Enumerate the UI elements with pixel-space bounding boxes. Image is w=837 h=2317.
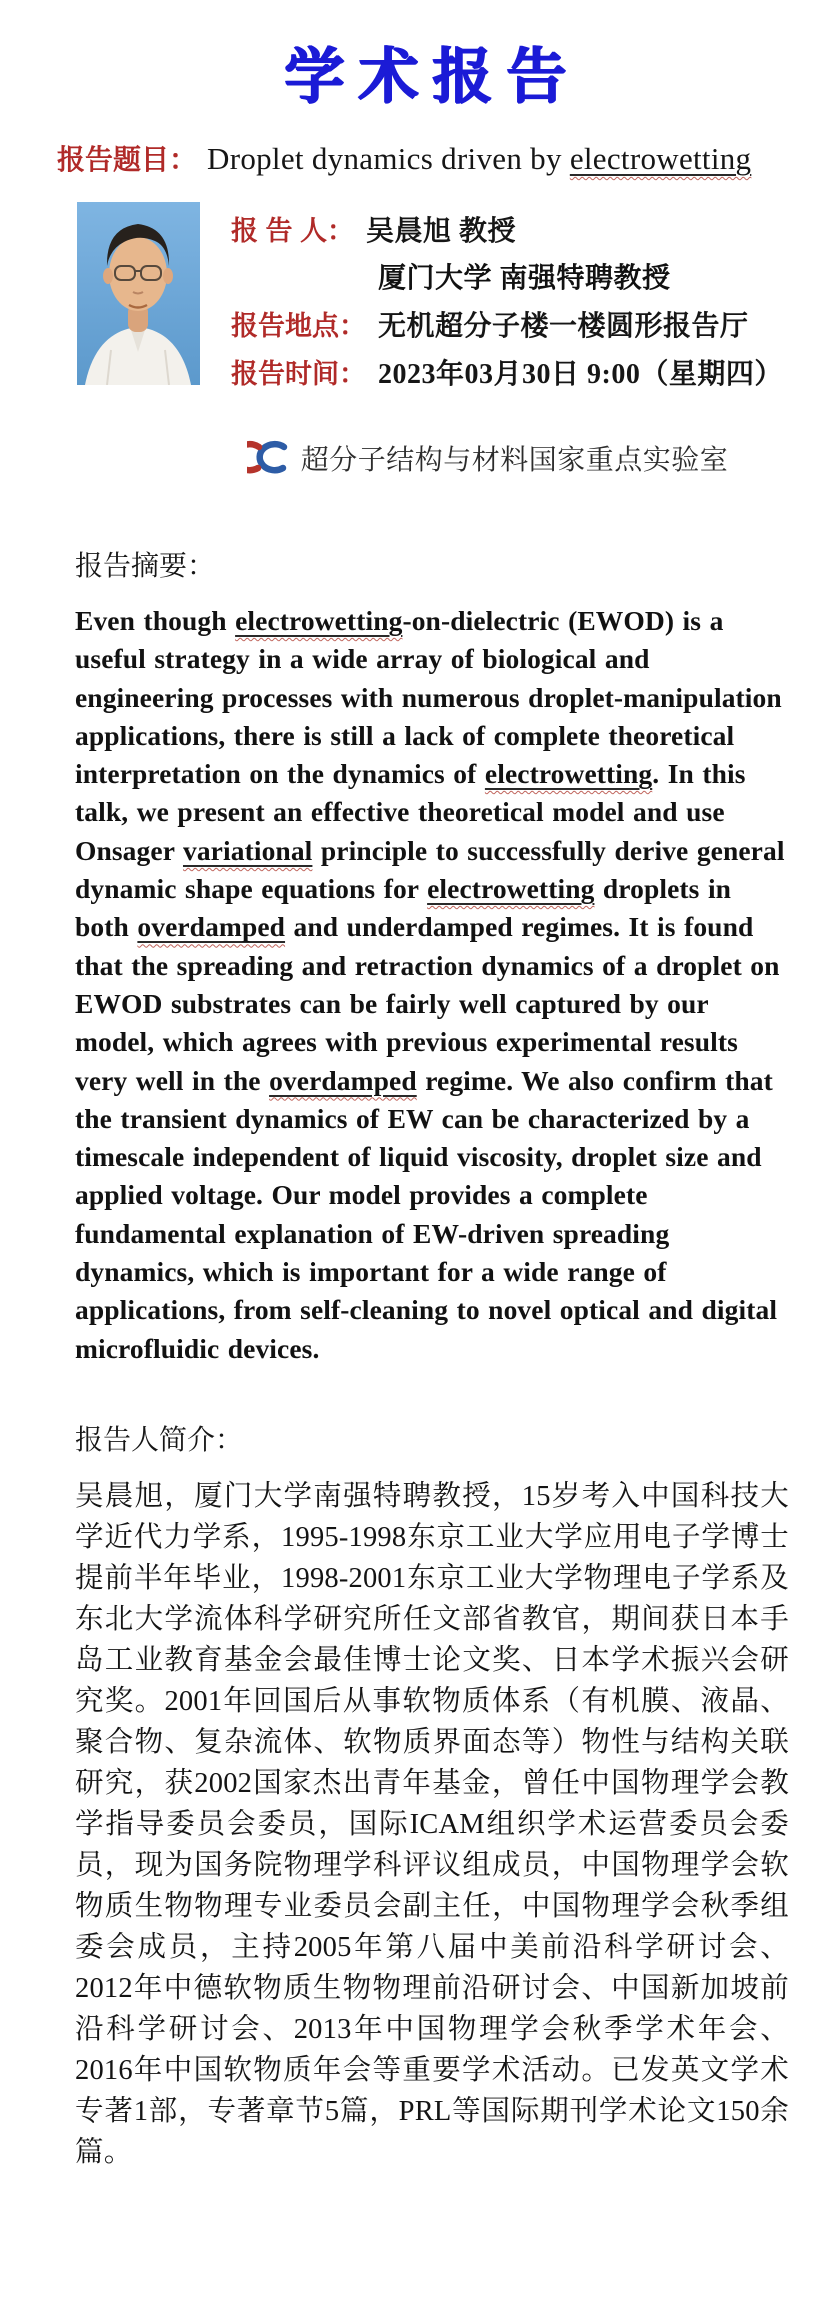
topic-text-plain: Droplet dynamics driven by — [207, 141, 570, 176]
abstract-text — [75, 602, 791, 1368]
topic-label: 报告题目： — [57, 144, 198, 175]
time-row — [231, 357, 783, 392]
speaker-photo — [77, 202, 200, 385]
speaker-affiliation: 厦门大学 南强特聘教授 — [378, 263, 671, 294]
abstract-emph-11-underline — [269, 1065, 417, 1096]
venue-value: 无机超分子楼一楼圆形报告厅 — [378, 311, 749, 342]
topic-row — [57, 138, 790, 178]
abstract-seg-5: variational — [182, 834, 313, 866]
abstract-emph-1-underline — [235, 605, 402, 636]
venue-row — [231, 309, 783, 344]
speaker-affiliation-row — [231, 262, 783, 296]
abstract-emph-9-underline — [137, 911, 285, 942]
speaker-info — [231, 202, 783, 392]
abstract-seg-4: . In this talk, we present an effective theoretical model and use Onsager — [75, 758, 746, 866]
speaker-name-value: 吴晨旭 教授 — [366, 216, 517, 247]
abstract-seg-7: electrowetting — [427, 873, 595, 905]
abstract-seg-2: -on-dielectric (EWOD) is a useful strategy in a wide array of biological and engineering processes with numerous droplet-manipulation applications, there is still a lack of complete theoretical interpretation on the dynamics of — [75, 605, 782, 790]
topic-text — [207, 141, 751, 177]
abstract-emph-7-underline — [427, 873, 594, 904]
lab-row — [185, 434, 790, 482]
speaker-block — [75, 202, 790, 392]
speaker-name-label: 报 告 人： — [231, 216, 355, 246]
abstract-seg-11: overdamped — [269, 1064, 417, 1096]
lab-name: 超分子结构与材料国家重点实验室 — [300, 445, 729, 476]
bio-text: 吴晨旭，厦门大学南强特聘教授，15岁考入中国科技大学近代力学系，1995-1998东京工业大学应用电子学博士提前半年毕业，1998-2001东京工业大学物理电子学系及东北大学流体科学研究所任文部省教官，期间获日本手岛工业教育基金会最佳博士论文奖、日本学术振兴会研究奖。2001年回国后从事软物质体系（有机膜、液晶、聚合物、复杂流体、软物质界面态等）物性与结构关联研究，获2002国家杰出青年基金，曾任中国物理学会教学指导委员会委员，国际ICAM组织学术运营委员会委员，现为国务院物理学科评议组成员，中国物理学会软物质生物物理专业委员会副主任，中国物理学会秋季组委会成员，主持2005年第八届中美前沿科学研讨会、2012年中德软物质生物物理前沿研讨会、中国新加坡前沿科学研讨会、2013年中国物理学会秋季学术年会、2016年中国软物质年会等重要学术活动。已发英文学术专著1部，专著章节5篇，PRL等国际期刊学术论文150余篇。 — [75, 1480, 789, 2168]
abstract-heading: 报告摘要： — [75, 551, 216, 582]
time-value: 2023年03月30日 9:00（星期四） — [378, 359, 783, 390]
abstract-seg-8: droplets in both — [75, 873, 732, 943]
topic-emph-underline — [570, 141, 752, 176]
abstract-seg-6: principle to successfully derive general dynamic shape equations for — [75, 834, 785, 905]
bio-heading: 报告人简介： — [75, 1424, 244, 1456]
abstract-emph-3-underline — [485, 758, 652, 789]
speaker-name-row — [231, 214, 783, 249]
page-title: 学术报告 — [284, 42, 581, 112]
abstract-seg-12: regime. We also confirm that the transient dynamics of EW can be characterized by a timescale independent of liquid viscosity, droplet size and applied voltage. Our model provides a complete fundamental explanation of EW-driven spreading dynamics, which is important for a wide range of applications, from self-cleaning to novel optical and digital microfluidic devices. — [75, 1064, 778, 1364]
abstract-seg-10: and underdamped regimes. It is found that the spreading and retraction dynamics of a droplet on EWOD substrates can be fairly well captured by our model, which agrees with previous experimental results very well in the — [75, 911, 780, 1096]
abstract-emph-5-underline — [183, 835, 312, 866]
venue-label: 报告地点： — [231, 311, 366, 341]
abstract-seg-1: electrowetting — [235, 605, 403, 636]
abstract-seg-0: Even though — [75, 605, 236, 636]
lab-logo-icon — [247, 434, 295, 482]
time-label: 报告时间： — [231, 359, 366, 389]
speaker-photo-image — [77, 202, 200, 385]
abstract-seg-9: overdamped — [137, 911, 286, 943]
topic-text-emph: electrowetting — [569, 141, 752, 176]
abstract-seg-3: electrowetting — [484, 758, 653, 790]
